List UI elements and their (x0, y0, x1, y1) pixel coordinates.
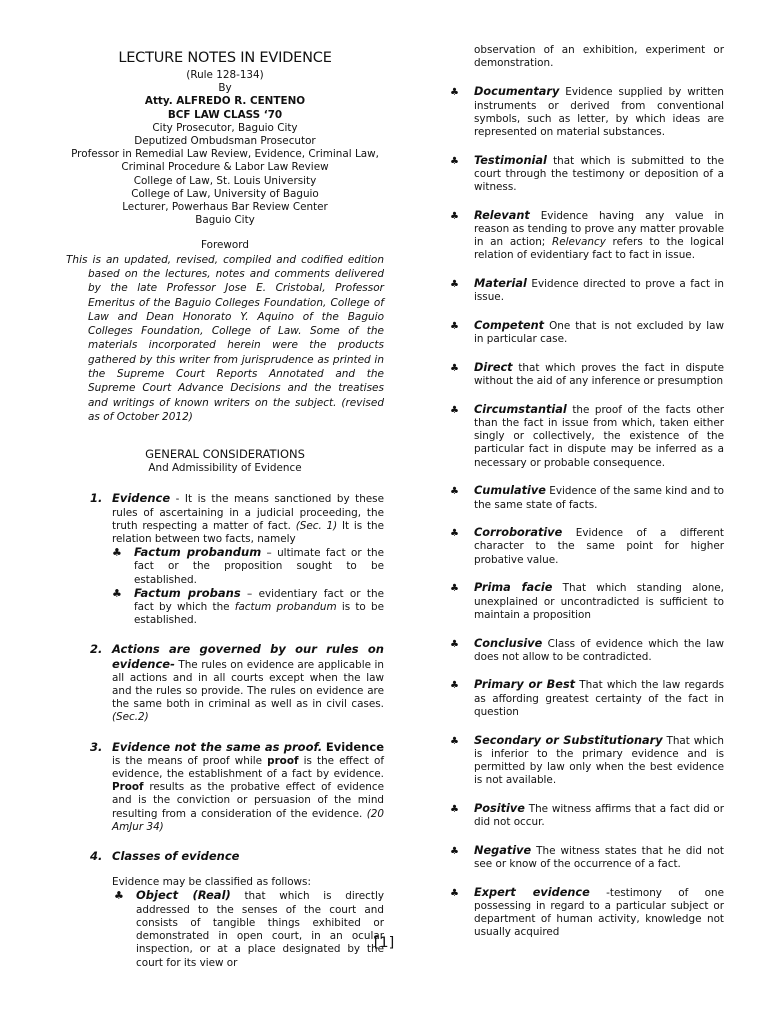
evidence-class-direct (450, 360, 724, 388)
club-bullet-icon: ♣ (450, 845, 459, 857)
item-text: results as the probative effect of evidence and is the conviction or persuasion of the mind resulting from a consideration of the evidence. (112, 781, 384, 820)
evidence-definition: Evidence having any value in reason as tending to prove any matter provable in an action; (474, 209, 724, 249)
author-position: Baguio City (195, 214, 255, 227)
club-bullet-icon: ♣ (450, 155, 459, 167)
left-column (66, 48, 384, 970)
evidence-term: Documentary (474, 85, 560, 99)
list-item-evidence-not-proof (66, 741, 384, 834)
evidence-italic: Relevancy (552, 236, 606, 249)
evidence-definition: refers to the logical relation of evidentiary fact to fact in issue. (474, 236, 724, 262)
evidence-term: Negative (474, 843, 532, 857)
sub-item-text: – evidentiary fact or the fact by which the (134, 587, 384, 614)
item-lead: Classes of evidence (112, 849, 240, 864)
sub-item-text: – ultimate fact or the fact or the proposition sought to be established. (134, 547, 385, 586)
evidence-class-relevant (450, 208, 724, 263)
evidence-class-testimonial (450, 153, 724, 195)
club-bullet-icon: ♣ (450, 583, 459, 595)
evidence-definition: Class of evidence which the law does not allow to be contradicted. (474, 637, 724, 663)
club-bullet-icon: ♣ (112, 546, 122, 560)
section-subheading: And Admissibility of Evidence (148, 462, 302, 475)
sub-item-term: Factum probans (134, 585, 241, 600)
evidence-definition: That which the law regards as affording greatest certainty of the fact in question (474, 679, 724, 718)
item-term: Evidence (112, 491, 171, 506)
club-bullet-icon: ♣ (450, 887, 459, 899)
evidence-class-conclusive (450, 636, 724, 664)
evidence-class-expert (450, 885, 724, 940)
evidence-term: Material (474, 277, 527, 291)
foreword-heading: Foreword (201, 239, 249, 252)
club-bullet-icon: ♣ (114, 889, 124, 903)
evidence-term: Prima facie (474, 581, 553, 595)
by-line: By (218, 82, 232, 95)
author-position: Lecturer, Powerhaus Bar Review Center (122, 201, 328, 214)
item-number: 2. (90, 642, 103, 657)
evidence-class-secondary (450, 733, 725, 788)
item-text: The rules on evidence are applicable in all actions and in all courts except when the law and the rules so provide. The rules on evidence are the same both in criminal as well as in civil cases. (112, 658, 384, 711)
evidence-definition: That which is inferior to the primary evidence and is permitted by law only when the best evidence is not available. (474, 734, 725, 787)
author-position: Professor in Remedial Law Review, Evidence, Criminal Law, (71, 148, 379, 161)
evidence-definition: The witness affirms that a fact did or did not occur. (474, 802, 724, 829)
evidence-class-material (450, 277, 724, 304)
club-bullet-icon: ♣ (450, 321, 459, 333)
evidence-class-positive (450, 801, 724, 829)
evidence-class-circumstantial (450, 402, 724, 470)
evidence-definition: The witness states that he did not see or know of the occurrence of a fact. (474, 844, 724, 870)
evidence-term: Cumulative (474, 484, 546, 498)
sub-item-text: that which is directly addressed to the senses of the court and consists of tangible things exhibited or demonstrated in open court, in an ocular inspection, or at a place designated by the court for its view or (136, 890, 384, 969)
item-number: 3. (90, 739, 103, 754)
evidence-class-corroborative (450, 526, 724, 567)
club-bullet-icon: ♣ (450, 210, 459, 222)
evidence-definition: that which proves the fact in dispute without the aid of any inference or presumption (474, 361, 724, 388)
evidence-class-prima-facie (450, 581, 724, 622)
item-text: It is the relation between two facts, namely (112, 519, 384, 546)
evidence-definition: -testimony of one possessing in regard to a particular subject or department of human activity, knowledge not usually acquired (474, 886, 724, 939)
author-position: College of Law, St. Louis University (133, 174, 317, 187)
item-text: - It is the means sanctioned by these rules of ascertaining in a judicial proceeding, the truth respecting a matter of fact. (112, 493, 384, 532)
citation: (Sec. 1) (295, 519, 338, 532)
evidence-term: Secondary or Substitutionary (474, 733, 663, 747)
club-bullet-icon: ♣ (450, 404, 459, 416)
sub-item-text: is to be established. (134, 601, 384, 627)
sub-list (112, 546, 384, 627)
evidence-term: Direct (474, 360, 513, 374)
club-bullet-icon: ♣ (450, 87, 459, 99)
rule-reference: (Rule 128-134) (186, 69, 264, 81)
continuation-text: observation of an exhibition, experiment or demonstration. (474, 44, 724, 70)
item-text: is the effect of evidence, the establishment of a fact by evidence. (112, 754, 385, 781)
item-lead: Actions are governed by our rules on evidence- (112, 642, 384, 671)
sub-item-factum-probans (112, 587, 384, 628)
page-number: [1] (373, 935, 395, 951)
citation: (Sec.2) (112, 711, 149, 724)
foreword-text: This is an updated, revised, compiled and codified edition based on the lectures, notes and comments delivered by the late Professor Jose E. Cristobal, Professor Emeritus of the Baguio Colleges Foundation, College of Law and Dean Honorato Y. Aquino of the Baguio Colleges Foundation, College of Law. Some of the materials incorporated herein were the products gathered by this writer from jurisprudence as printed in the Supreme Court Reports Annotated and the Supreme Court Advance Decisions and the treatises and writings of known writers on the subject. (revised as of October 2012) (66, 253, 384, 423)
section-heading: GENERAL CONSIDERATIONS (145, 447, 305, 462)
evidence-term: Corroborative (474, 526, 563, 540)
sub-item-italic: factum probandum (234, 601, 337, 614)
evidence-term: Conclusive (474, 636, 543, 650)
sub-item-term: Object (Real) (136, 888, 231, 903)
item-text: is the means of proof while (112, 754, 268, 767)
evidence-definition: Evidence of a different character to the same point for higher probative value. (474, 527, 724, 566)
list-item-evidence (66, 492, 384, 627)
author-name: Atty. ALFREDO R. CENTENO (144, 95, 306, 108)
evidence-term: Positive (474, 801, 525, 815)
club-bullet-icon: ♣ (450, 680, 459, 692)
sub-item-factum-probandum (112, 546, 384, 587)
right-column (450, 44, 725, 954)
list-item-classes-of-evidence (66, 850, 384, 864)
club-bullet-icon: ♣ (450, 803, 459, 815)
club-bullet-icon: ♣ (450, 279, 459, 291)
evidence-definition: Evidence directed to prove a fact in issue. (474, 278, 724, 304)
item-number: 4. (90, 849, 103, 864)
evidence-term: Competent (474, 319, 545, 333)
evidence-term: Circumstantial (474, 402, 567, 416)
bold-term: Evidence (325, 739, 384, 754)
evidence-definition: Evidence supplied by written instruments or derived from conventional symbols, such as letter, by which ideas are represented on material substances. (474, 86, 724, 139)
evidence-definition: Evidence of the same kind and to the same state of facts. (474, 485, 724, 511)
evidence-term: Testimonial (474, 153, 547, 167)
bold-term: Proof (112, 781, 144, 794)
evidence-class-documentary (450, 85, 724, 139)
club-bullet-icon: ♣ (450, 486, 459, 498)
sub-item-object-real (66, 889, 384, 969)
evidence-definition: that which is submitted to the court through the testimony or deposition of a witness. (474, 154, 724, 194)
author-class: BCF LAW CLASS ‘70 (167, 108, 283, 121)
evidence-term: Expert evidence (474, 885, 590, 899)
club-bullet-icon: ♣ (450, 735, 459, 747)
sub-item-term: Factum probandum (134, 545, 262, 560)
club-bullet-icon: ♣ (112, 586, 122, 600)
evidence-definition: One that is not excluded by law in particular case. (474, 320, 724, 346)
evidence-term: Relevant (474, 208, 530, 222)
evidence-class-primary-or-best (450, 678, 724, 719)
citation: (20 AmJur 34) (112, 807, 384, 833)
evidence-term: Primary or Best (474, 678, 576, 692)
document-title: LECTURE NOTES IN EVIDENCE (118, 50, 332, 66)
club-bullet-icon: ♣ (450, 528, 459, 540)
author-position: College of Law, University of Baguio (131, 187, 319, 200)
evidence-definition: the proof of the facts other than the fact in issue from which, taken either singly or collectively, the existence of the particular fact in dispute may be inferred as a necessary or probable consequence. (474, 403, 724, 469)
evidence-class-negative (450, 843, 724, 871)
club-bullet-icon: ♣ (450, 362, 459, 374)
item-number: 1. (90, 491, 103, 506)
author-position: Criminal Procedure & Labor Law Review (121, 161, 329, 174)
classification-intro: Evidence may be classified as follows: (112, 876, 311, 889)
author-position: City Prosecutor, Baguio City (152, 121, 298, 134)
item-lead: Evidence not the same as proof. (112, 739, 323, 754)
list-item-actions-governed (66, 643, 384, 724)
evidence-class-competent (450, 319, 724, 346)
author-position: Deputized Ombudsman Prosecutor (134, 135, 316, 148)
club-bullet-icon: ♣ (450, 638, 459, 650)
evidence-class-cumulative (450, 484, 724, 511)
evidence-definition: That which standing alone, unexplained or uncontradicted is sufficient to maintain a proposition (474, 582, 724, 621)
bold-term: proof (267, 754, 299, 767)
